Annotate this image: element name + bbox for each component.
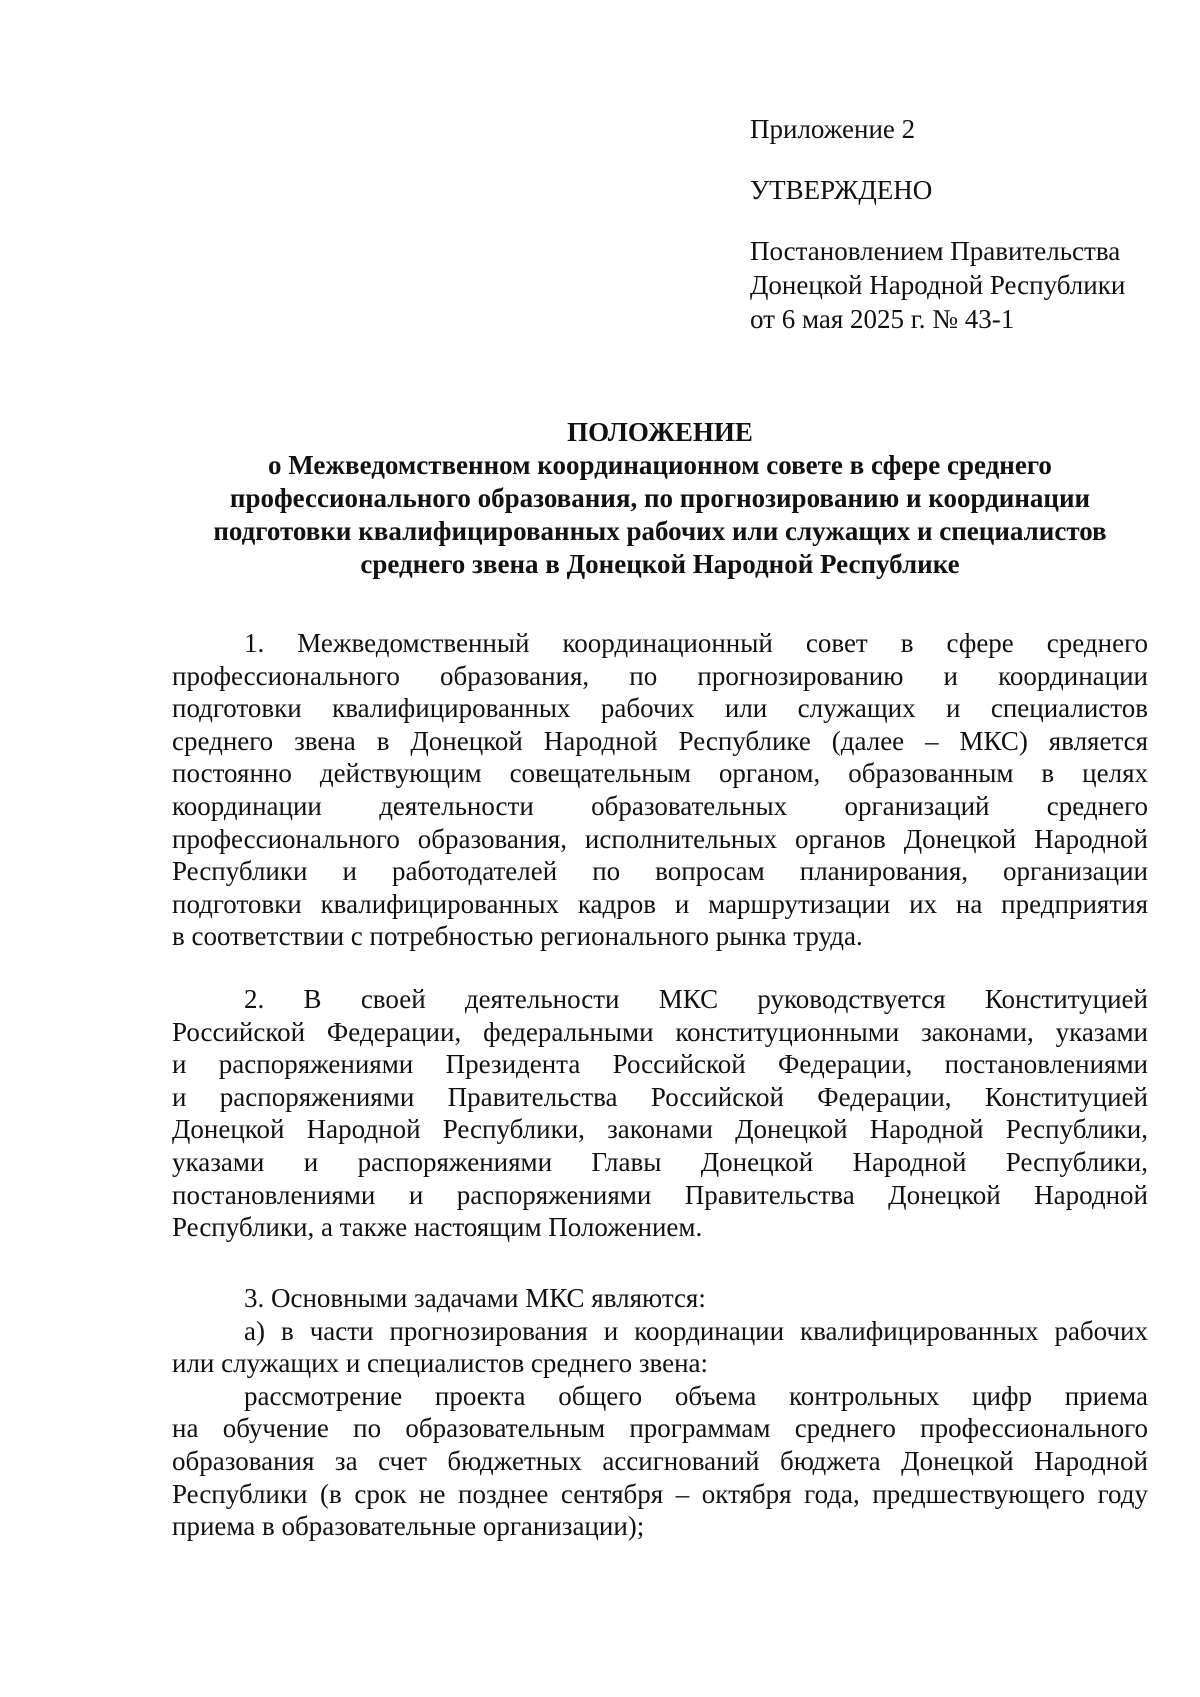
decree-date-line: от 6 мая 2025 г. № 43-1 — [750, 304, 1015, 334]
document-title — [172, 416, 1148, 581]
paragraph-line: на обучение по образовательным программам среднего профессионального — [172, 1413, 1148, 1444]
paragraph-line: постановлениями и распоряжениями Правительства Донецкой Народной — [172, 1179, 1148, 1210]
title-subtitle-line: подготовки квалифицированных рабочих или служащих и специалистов — [213, 516, 1107, 546]
approved-stamp-text: УТВЕРЖДЕНО — [750, 175, 933, 205]
paragraph-2 — [172, 983, 1148, 1244]
title-subtitle-line: среднего звена в Донецкой Народной Республике — [360, 549, 960, 579]
paragraph-line: 2. В своей деятельности МКС руководствуется Конституцией — [244, 984, 1148, 1014]
paragraph-line: координации деятельности образовательных организаций среднего — [172, 790, 1148, 821]
paragraph-line: среднего звена в Донецкой Народной Республике (далее – МКС) является — [172, 725, 1148, 756]
paragraph-line: подготовки квалифицированных рабочих или служащих и специалистов — [172, 693, 1148, 724]
paragraph-line: в соответствии с потребностью регионального рынка труда. — [172, 921, 863, 952]
paragraph-line: профессионального образования, исполнительных органов Донецкой Народной — [172, 823, 1148, 854]
approval-header — [750, 112, 1170, 336]
paragraph-line: Донецкой Народной Республики, законами Донецкой Народной Республики, — [172, 1114, 1148, 1145]
paragraph-line: 3. Основными задачами МКС являются: — [244, 1283, 706, 1313]
paragraph-line: постоянно действующим совещательным органом, образованным в целях — [172, 758, 1148, 789]
paragraph-line: подготовки квалифицированных кадров и маршрутизации их на предприятия — [172, 888, 1148, 919]
paragraph-line: Республики и работодателей по вопросам планирования, организации — [172, 856, 1148, 887]
paragraph-line: профессионального образования, по прогнозированию и координации — [172, 660, 1148, 691]
title-heading: ПОЛОЖЕНИЕ — [567, 417, 753, 447]
title-subtitle-line: профессионального образования, по прогнозированию и координации — [229, 483, 1091, 513]
paragraph-line: рассмотрение проекта общего объема контрольных цифр приема — [244, 1380, 1148, 1411]
paragraph-line: приема в образовательные организации); — [172, 1511, 645, 1542]
paragraph-3 — [172, 1282, 1148, 1543]
paragraph-line: Российской Федерации, федеральными конституционными законами, указами — [172, 1016, 1148, 1047]
paragraph-line: Республики (в срок не позднее сентября – октября года, предшествующего году — [172, 1478, 1148, 1509]
paragraph-line: образования за счет бюджетных ассигнований бюджета Донецкой Народной — [172, 1445, 1148, 1476]
paragraph-line: и распоряжениями Президента Российской Федерации, постановлениями — [172, 1049, 1148, 1080]
paragraph-1 — [172, 627, 1148, 953]
decree-line: Постановлением Правительства — [750, 236, 1121, 266]
paragraph-line: 1. Межведомственный координационный совет в сфере среднего — [244, 628, 1148, 658]
paragraph-line: а) в части прогнозирования и координации квалифицированных рабочих — [244, 1315, 1148, 1346]
appendix-label: Приложение 2 — [750, 114, 916, 144]
title-subtitle-line: о Межведомственном координационном совете в сфере среднего — [268, 450, 1052, 480]
paragraph-line: или служащих и специалистов среднего звена: — [172, 1348, 709, 1379]
paragraph-line: указами и распоряжениями Главы Донецкой Народной Республики, — [172, 1146, 1148, 1177]
decree-line: Донецкой Народной Республики — [750, 270, 1126, 300]
paragraph-line: и распоряжениями Правительства Российской Федерации, Конституцией — [172, 1081, 1148, 1112]
paragraph-line: Республики, а также настоящим Положением. — [172, 1212, 703, 1243]
